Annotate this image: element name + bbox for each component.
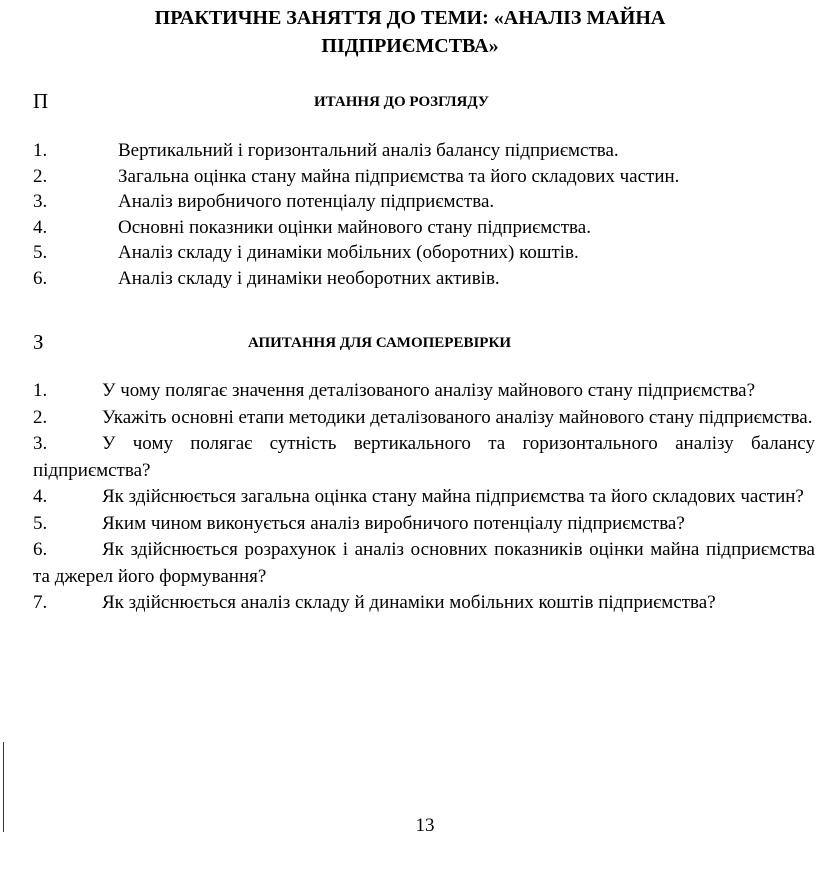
list-item-text: У чому полягає сутність вертикального та горизонтального аналізу балансу підприємства? <box>33 433 815 481</box>
list-item-text: У чому полягає значення деталізованого аналізу майнового стану підприємства? <box>102 380 756 401</box>
list-item-text: Яким чином виконується аналіз виробничого потенціалу підприємства? <box>102 512 685 534</box>
page-title-line-2: ПІДПРИЄМСТВА» <box>321 35 499 57</box>
section-heading-initial: П <box>33 89 49 113</box>
list-item-number: 5. <box>33 512 48 534</box>
list-item-number: 6. <box>33 539 48 560</box>
list-item <box>33 215 813 241</box>
list-item-text: Аналіз виробничого потенціалу підприємства. <box>118 191 495 213</box>
list-item-number: 1. <box>33 140 48 161</box>
section-heading-text: АПИТАННЯ ДЛЯ САМОПЕРЕВІРКИ <box>248 335 512 351</box>
list-item-text: Вертикальний і горизонтальний аналіз балансу підприємства. <box>118 140 619 161</box>
list-item-number: 2. <box>33 406 48 428</box>
list-item-text: Основні показники оцінки майнового стану підприємства. <box>118 216 591 238</box>
section-heading-initial: З <box>33 330 44 354</box>
section-heading-text: ИТАННЯ ДО РОЗГЛЯДУ <box>314 94 489 110</box>
section-heading-questions <box>33 329 813 355</box>
list-item-number: 2. <box>33 165 48 187</box>
section-heading-topics <box>33 88 813 114</box>
questions-list <box>33 378 815 617</box>
list-item <box>33 537 815 590</box>
page-title-line-1: ПРАКТИЧНЕ ЗАНЯТТЯ ДО ТЕМИ: «АНАЛІЗ МАЙНА <box>154 7 666 29</box>
list-item-number: 4. <box>33 486 48 507</box>
list-item-text: Аналіз складу і динаміки мобільних (оборотних) коштів. <box>118 242 579 264</box>
list-item-number: 3. <box>33 433 48 454</box>
list-item <box>33 378 815 405</box>
list-item-text: Укажіть основні етапи методики деталізованого аналізу майнового стану підприємства. <box>102 406 813 428</box>
list-item-text: Як здійснюється аналіз складу й динаміки мобільних коштів підприємства? <box>102 592 716 613</box>
list-item <box>33 590 815 617</box>
list-item <box>33 431 815 484</box>
topics-list <box>33 138 813 292</box>
list-item-number: 7. <box>33 592 48 613</box>
list-item <box>33 511 815 538</box>
list-item-number: 6. <box>33 267 48 289</box>
list-item <box>33 189 813 215</box>
list-item-number: 4. <box>33 216 48 238</box>
list-item <box>33 266 813 292</box>
list-item-text: Як здійснюється розрахунок і аналіз основних показників оцінки майна підприємства та джерел його формування? <box>33 539 815 587</box>
list-item-text: Загальна оцінка стану майна підприємства та його складових частин. <box>118 165 680 187</box>
list-item-text: Аналіз складу і динаміки необоротних активів. <box>118 267 500 289</box>
page-number: 13 <box>415 815 435 836</box>
list-item <box>33 138 813 164</box>
list-item <box>33 164 813 190</box>
list-item <box>33 484 815 511</box>
list-item <box>33 405 815 432</box>
page-title <box>60 4 760 60</box>
list-item-number: 3. <box>33 191 48 213</box>
list-item-number: 1. <box>33 380 48 401</box>
list-item <box>33 240 813 266</box>
list-item-text: Як здійснюється загальна оцінка стану майна підприємства та його складових частин? <box>102 486 804 507</box>
list-item-number: 5. <box>33 242 48 264</box>
